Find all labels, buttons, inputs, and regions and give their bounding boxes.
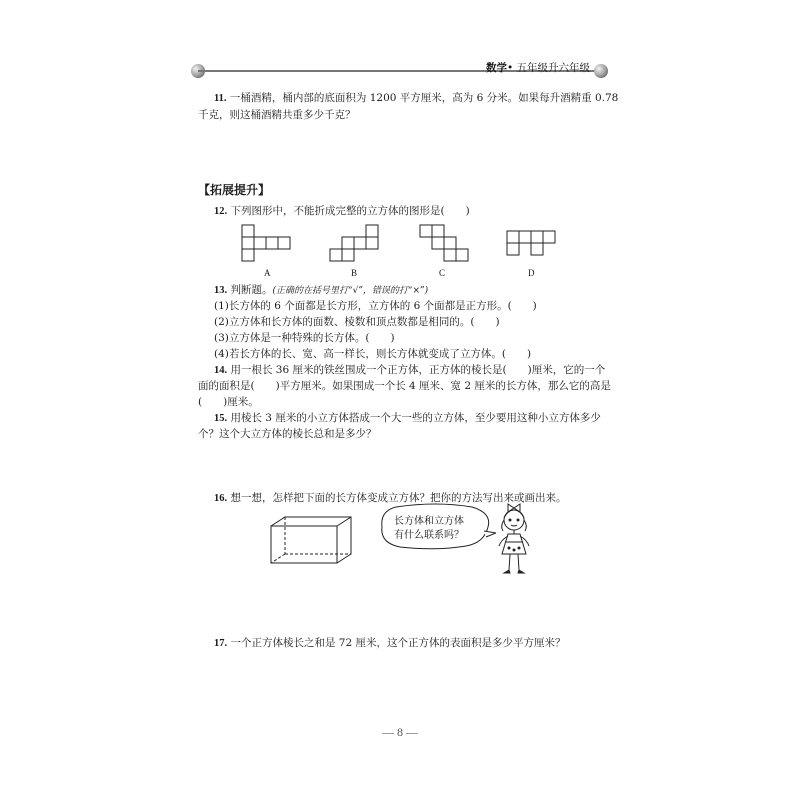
- page-number: — 8 —: [382, 725, 418, 739]
- q15-line1: [214, 410, 601, 427]
- q11-text-1: 一桶酒精，桶内部的底面积为 1200 平方厘米，高为 6 分米。如果每升酒精重 0.78: [229, 92, 619, 104]
- header-subject: 数学: [485, 62, 507, 74]
- q17-text: 一个正方体棱长之和是 72 厘米，这个正方体的表面积是多少平方厘米？: [230, 637, 566, 649]
- q14-line2: 面的面积是( )平方厘米。如果围成一个长 4 厘米、宽 2 厘米的长方体，那么它的高是: [198, 380, 611, 392]
- q13-note: (正确的在括号里打“√”，错误的打“×”): [272, 286, 429, 296]
- q13-question: [214, 282, 428, 299]
- q13-item-1: (1)长方体的 6 个面都是长方形，立方体的 6 个面都是正方形。( ): [214, 300, 537, 312]
- q13-number: 13.: [214, 285, 228, 296]
- q14-line1: [214, 362, 605, 379]
- bubble-line-2: 有什么联系吗？: [394, 530, 464, 541]
- option-label-d: D: [528, 268, 535, 278]
- q15-text-1: 用棱长 3 厘米的小立方体搭成一个大一些的立方体，至少要用这种小立方体多少: [230, 412, 601, 424]
- q16-number: 16.: [214, 493, 228, 504]
- q12-number: 12.: [214, 206, 228, 217]
- q13-text: 判断题。: [230, 284, 273, 296]
- option-label-c: C: [439, 268, 446, 278]
- q17-number: 17.: [214, 638, 228, 649]
- q14-line3: ( )厘米。: [198, 396, 259, 408]
- q12-text: 下列图形中，不能折成完整的立方体的图形是( ): [230, 205, 470, 217]
- speech-bubble: [376, 503, 496, 553]
- q13-item-3: (3)立方体是一种特殊的长方体。( ): [214, 332, 395, 344]
- q12-cube-nets: [0, 0, 800, 300]
- q11-line2: 千克，则这桶酒精共重多少千克？: [198, 109, 356, 121]
- header-grade: • 五年级升六年级: [506, 62, 590, 74]
- net-option-b: [330, 225, 378, 261]
- q11-number: 11.: [214, 93, 227, 104]
- net-option-c: [420, 225, 468, 261]
- option-label-a: A: [264, 268, 271, 278]
- q15-line2: 个？这个大立方体的棱长总和是多少？: [198, 428, 377, 440]
- cuboid-figure: [265, 512, 360, 567]
- net-option-a: [242, 225, 290, 261]
- bubble-line-1: 长方体和立方体: [394, 516, 464, 527]
- q14-text-1: 用一根长 36 厘米的铁丝围成一个正方体，正方体的棱长是( )厘米，它的一个: [230, 364, 606, 376]
- q13-item-4: (4)若长方体的长、宽、高一样长，则长方体就变成了立方体。( ): [214, 348, 532, 360]
- q17-question: [214, 635, 566, 652]
- option-label-b: B: [351, 268, 358, 278]
- net-option-d: [507, 231, 555, 255]
- q15-number: 15.: [214, 413, 228, 424]
- girl-cartoon-icon: [490, 498, 540, 580]
- q14-number: 14.: [214, 365, 228, 376]
- q13-item-2: (2)立方体和长方体的面数、棱数和顶点数都是相同的。( ): [214, 316, 500, 328]
- section-title: 【拓展提升】: [198, 183, 271, 197]
- q16-text: 想一想，怎样把下面的长方体变成立方体？把你的方法写出来或画出来。: [230, 492, 567, 504]
